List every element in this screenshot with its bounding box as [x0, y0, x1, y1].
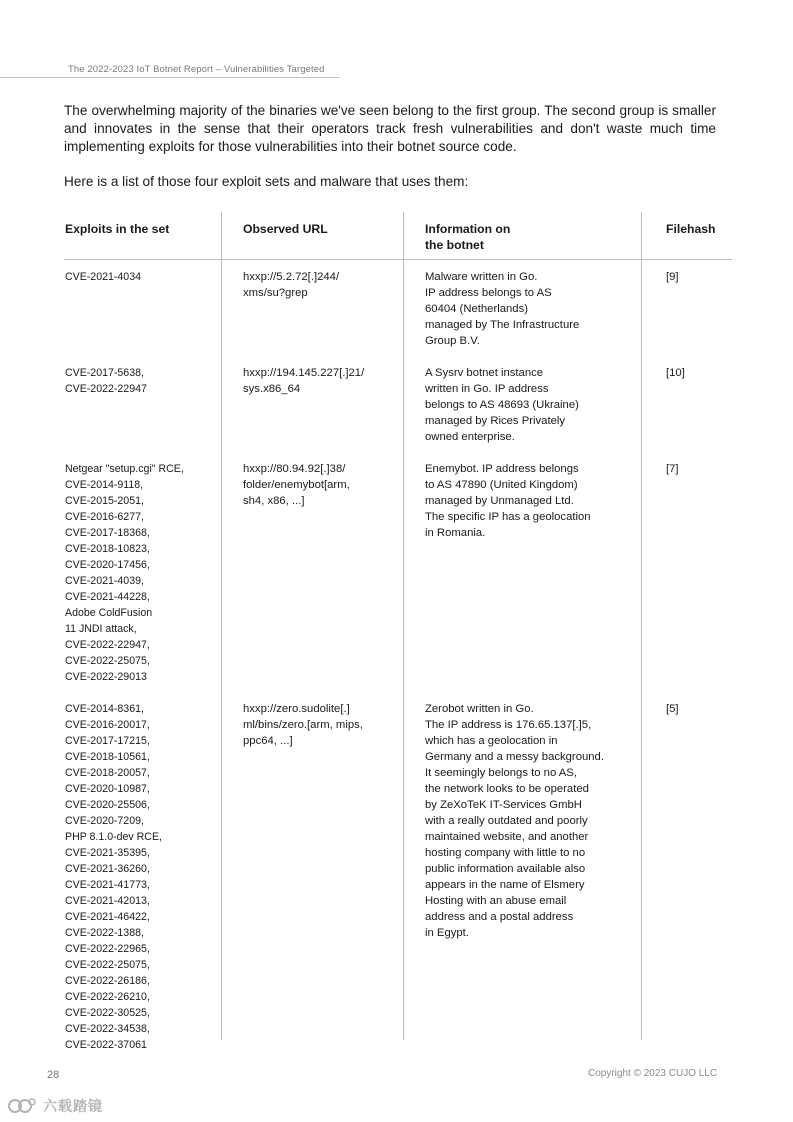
watermark-text: 六载踏镜 [43, 1098, 103, 1114]
row1-url: hxxp://5.2.72[.]244/ xms/su?grep [243, 271, 340, 299]
row3-exploits: Netgear "setup.cgi" RCE, CVE-2014-9118, CVE-2015-2051, CVE-2016-6277, CVE-2017-18368, CVE-2018-10823, CVE-2020-17456, CVE-2021-4039, CVE-2021-44228, Adobe ColdFusion 11 JNDI attack, CVE-2022-22947, CVE-2022-25075, CVE-2022-29013 [65, 463, 184, 683]
row2-url: hxxp://194.145.227[.]21/ sys.x86_64 [243, 367, 365, 395]
table-column-divider [221, 212, 222, 1040]
row4-filehash: [5] [666, 703, 679, 715]
table-column-divider [641, 212, 642, 1040]
row3-url: hxxp://80.94.92[.]38/ folder/enemybot[arm, sh4, x86, ...] [243, 463, 350, 507]
column-header-exploits: Exploits in the set [65, 222, 170, 236]
copyright-notice: Copyright © 2023 CUJO LLC [588, 1068, 718, 1079]
header-divider [0, 77, 340, 78]
table-header-rule [64, 259, 732, 260]
row2-filehash: [10] [666, 367, 685, 379]
running-header: The 2022-2023 IoT Botnet Report – Vulnerabilities Targeted [68, 64, 325, 75]
row1-filehash: [9] [666, 271, 679, 283]
intro-paragraph: The overwhelming majority of the binaries we've seen belong to the first group. The second group is smaller and innovates in the sense that their operators track fresh vulnerabilities and don't waste much time implementing exploits for those vulnerabilities into their botnet source code. [64, 103, 716, 154]
column-header-filehash: Filehash [666, 222, 716, 236]
column-header-info: Information on the botnet [425, 222, 511, 252]
row1-exploits: CVE-2021-4034 [65, 271, 141, 283]
intro-list-lead: Here is a list of those four exploit sets and malware that uses them: [64, 174, 469, 189]
row2-info: A Sysrv botnet instance written in Go. IP address belongs to AS 48693 (Ukraine) managed by Rices Privately owned enterprise. [425, 367, 579, 443]
watermark-logo-icon [8, 1097, 38, 1115]
row4-exploits: CVE-2014-8361, CVE-2016-20017, CVE-2017-17215, CVE-2018-10561, CVE-2018-20057, CVE-2020-10987, CVE-2020-25506, CVE-2020-7209, PHP 8.1.0-dev RCE, CVE-2021-35395, CVE-2021-36260, CVE-2021-41773, CVE-2021-42013, CVE-2021-46422, CVE-2022-1388, CVE-2022-22965, CVE-2022-25075, CVE-2022-26186, CVE-2022-26210, CVE-2022-30525, CVE-2022-34538, CVE-2022-37061 [65, 703, 162, 1051]
row4-info: Zerobot written in Go. The IP address is 176.65.137[.]5, which has a geolocation in Germany and a messy background. It seemingly belongs to no AS, the network looks to be operated by ZeXoTeK IT-Services GmbH with a really outdated and poorly maintained website, and another hosting company with little to no public information available also appears in the name of Elsmery Hosting with an abuse email address and a postal address in Egypt. [425, 703, 604, 939]
watermark [8, 1096, 103, 1116]
table-column-divider [403, 212, 404, 1040]
column-header-url: Observed URL [243, 222, 328, 236]
row4-url: hxxp://zero.sudolite[.] ml/bins/zero.[arm, mips, ppc64, ...] [243, 703, 363, 747]
page-number: 28 [47, 1069, 60, 1081]
row3-info: Enemybot. IP address belongs to AS 47890 (United Kingdom) managed by Unmanaged Ltd. The specific IP has a geolocation in Romania. [425, 463, 591, 539]
row3-filehash: [7] [666, 463, 679, 475]
row1-info: Malware written in Go. IP address belongs to AS 60404 (Netherlands) managed by The Infrastructure Group B.V. [425, 271, 580, 347]
row2-exploits: CVE-2017-5638, CVE-2022-22947 [65, 367, 147, 395]
